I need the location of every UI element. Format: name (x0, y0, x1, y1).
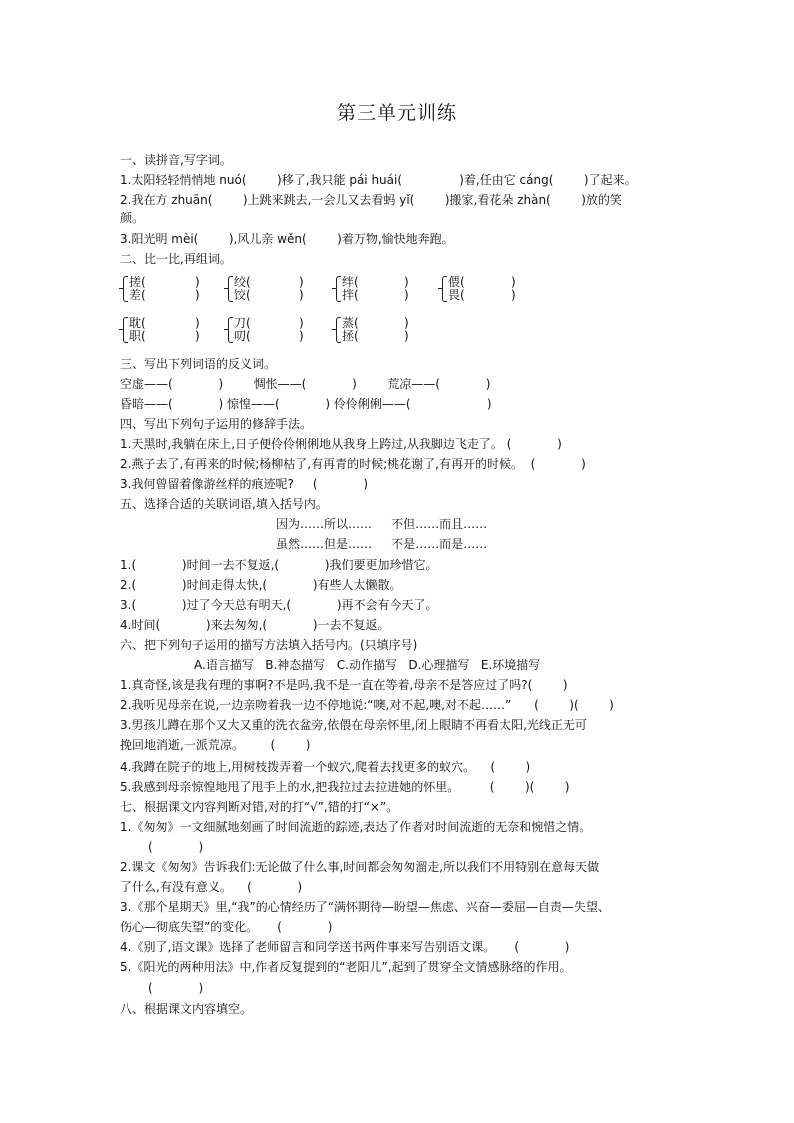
s5-question-4: 4.时间( )来去匆匆,( )一去不复返。 (120, 618, 390, 632)
s1-question-3: 3.阳光明 mèi( ),风儿亲 wěn( )着万物,愉快地奔跑。 (120, 232, 454, 246)
section-8-heading: 八、根据课文内容填空。 (120, 1002, 253, 1016)
brace-icon (442, 276, 447, 302)
brace-icon (336, 317, 341, 343)
close-paren: ) (299, 275, 304, 289)
section-7-heading: 七、根据课文内容判断对错,对的打“√”,错的打“×”。 (120, 800, 399, 814)
s4-question-2: 2.燕子去了,有再来的时候;杨柳枯了,有再青的时候;桃花谢了,有再开的时候。 ( ) (120, 457, 586, 471)
close-paren: ) (511, 288, 516, 302)
s6-question-3-cont: 挽回地消逝,一派荒凉。 ( ) (120, 738, 311, 752)
compare-word-a: 蒸( (342, 316, 359, 330)
s6-question-1: 1.真奇怪,该是我有理的事啊?不是吗,我不是一直在等着,母亲不是答应过了吗?( ) (120, 678, 568, 692)
compare-word-a: 绞( (234, 275, 251, 289)
brace-icon (228, 317, 233, 343)
compare-word-b: 畏( (448, 288, 465, 302)
compare-word-b: 叨( (234, 329, 251, 343)
s6-question-3: 3.男孩儿蹲在那个又大又重的洗衣盆旁,依偎在母亲怀里,闭上眼睛不再看太阳,光线正无可 (120, 718, 587, 732)
compare-word-b: 差( (129, 288, 146, 302)
close-paren: ) (195, 275, 200, 289)
s1-question-2-cont: 颜。 (120, 211, 145, 225)
s7-question-4: 4.《别了,语文课》选择了老师留言和同学送书两件事来写告别语文课。 ( ) (120, 940, 570, 954)
description-options: A.语言描写 B.神态描写 C.动作描写 D.心理描写 E.环境描写 (194, 658, 541, 672)
section-5-heading: 五、选择合适的关联词语,填入括号内。 (120, 497, 328, 511)
close-paren: ) (404, 329, 409, 343)
s1-question-1: 1.太阳轻轻悄悄地 nuó( )移了,我只能 pái huái( )着,任由它 cáng( )了起来。 (120, 173, 637, 187)
close-paren: ) (195, 288, 200, 302)
close-paren: ) (299, 288, 304, 302)
s3-line-2: 昏暗——( ) 惊惶——( ) 伶伶俐俐——( ) (120, 397, 492, 411)
compare-word-a: 绊( (342, 275, 359, 289)
s7-question-5: 5.《阳光的两种用法》中,作者反复提到的“老阳儿”,起到了贯穿全文情感脉络的作用。 (120, 960, 572, 974)
compare-word-b: 拌( (342, 288, 359, 302)
compare-word-a: 搓( (129, 275, 146, 289)
s1-question-2: 2.我在方 zhuān( )上跳来跳去,一会儿又去看蚂 yǐ( )搬家,看花朵 zhàn( )放的笑 (120, 193, 622, 207)
conjunction-options-1: 因为……所以…… 不但……而且…… (276, 517, 488, 531)
compare-word-a: 耽( (129, 316, 146, 330)
conjunction-options-2: 虽然……但是…… 不是……而是…… (276, 537, 488, 551)
s4-question-3: 3.我何曾留着像游丝样的痕迹呢? ( ) (120, 477, 369, 491)
s4-question-1: 1.天黑时,我躺在床上,日子便伶伶俐俐地从我身上跨过,从我脚边飞走了。 ( ) (120, 437, 562, 451)
section-6-heading: 六、把下列句子运用的描写方法填入括号内。(只填序号) (120, 638, 418, 652)
compare-word-a: 刀( (234, 316, 251, 330)
s5-question-1: 1.( )时间一去不复返,( )我们要更加珍惜它。 (120, 558, 438, 572)
brace-icon (336, 276, 341, 302)
close-paren: ) (404, 316, 409, 330)
s5-question-3: 3.( )过了今天总有明天,( )再不会有今天了。 (120, 598, 438, 612)
section-1-heading: 一、读拼音,写字词。 (120, 153, 232, 167)
s7-question-5-answer: ( ) (148, 981, 204, 995)
brace-icon (123, 317, 128, 343)
section-2-heading: 二、比一比,再组词。 (120, 252, 232, 266)
compare-word-b: 饺( (234, 288, 251, 302)
s6-question-5: 5.我感到母亲惊惶地甩了甩手上的水,把我拉过去拉进她的怀里。 ( )( ) (120, 780, 570, 794)
compare-word-a: 偎( (448, 275, 465, 289)
close-paren: ) (299, 316, 304, 330)
close-paren: ) (511, 275, 516, 289)
section-3-heading: 三、写出下列词语的反义词。 (120, 357, 277, 371)
s7-question-1: 1.《匆匆》一文细腻地刻画了时间流逝的踪迹,表达了作者对时间流逝的无奈和惋惜之情。 (120, 820, 592, 834)
s7-question-3-cont: 伤心—彻底失望”的变化。 ( ) (120, 920, 333, 934)
s7-question-2: 2.课文《匆匆》告诉我们:无论做了什么事,时间都会匆匆溜走,所以我们不用特别在意每天做 (120, 860, 600, 874)
close-paren: ) (195, 329, 200, 343)
section-4-heading: 四、写出下列句子运用的修辞手法。 (120, 417, 313, 431)
s5-question-2: 2.( )时间走得太快,( )有些人太懒散。 (120, 578, 402, 592)
compare-word-b: 拯( (342, 329, 359, 343)
s6-question-2: 2.我听见母亲在说,一边亲吻着我一边不停地说:“噢,对不起,噢,对不起……” ( )( ) (120, 698, 614, 712)
brace-icon (228, 276, 233, 302)
s3-line-1: 空虚——( ) 惆怅——( ) 荒凉——( ) (120, 377, 491, 391)
close-paren: ) (195, 316, 200, 330)
s6-question-4: 4.我蹲在院子的地上,用树枝拨弄着一个蚁穴,爬着去找更多的蚁穴。 ( ) (120, 760, 531, 774)
brace-icon (123, 276, 128, 302)
close-paren: ) (404, 288, 409, 302)
compare-word-b: 职( (129, 329, 146, 343)
s7-question-2-cont: 了什么,有没有意义。 ( ) (120, 880, 303, 894)
s7-question-1-answer: ( ) (148, 840, 204, 854)
page-title: 第三单元训练 (336, 102, 457, 124)
s7-question-3: 3.《那个星期天》里,“我”的心情经历了“满怀期待—盼望—焦虑、兴奋—委屈—自责—失望、 (120, 900, 610, 914)
close-paren: ) (299, 329, 304, 343)
close-paren: ) (404, 275, 409, 289)
